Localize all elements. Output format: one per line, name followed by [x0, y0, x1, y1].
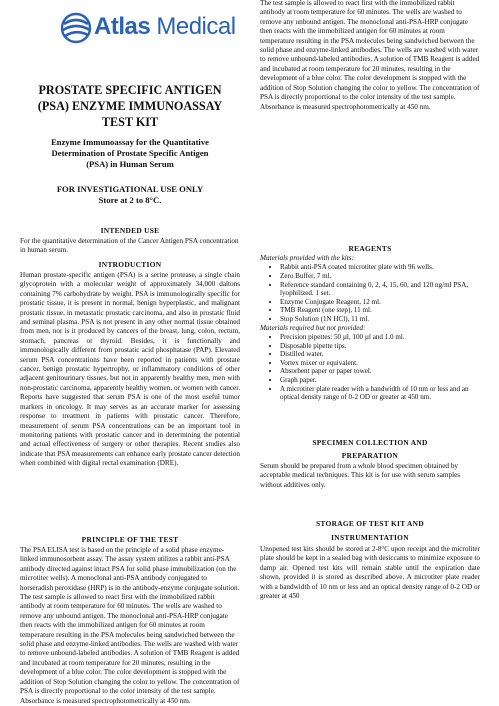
reagents-heading: REAGENTS — [348, 244, 392, 253]
list-item: • Stop Solution (1N HCl), 11 ml. — [280, 315, 480, 324]
storage-heading-line1: STORAGE OF TEST KIT AND — [316, 519, 424, 528]
intended-use-text: For the quantitative determination of the Cancer Antigen PSA concentration in human serum. — [20, 237, 239, 255]
storage-text: Unopened test kits should be stored at 2-8°C upon receipt and the microliter plate should be kept in a sealed bag with desiccants to minimize exposure to damp air. Opened test kits will remain stable until the expiration date shown, provided it is stored as described above. A microtiter plate reader with a bandwidth of 10 nm or less and an optical density range of 0-2 OD or greater at 450 — [260, 545, 480, 601]
intended-use-heading: INTENDED USE — [100, 226, 160, 235]
principle-text-part2-window — [260, 0, 480, 208]
list-item: • Precision pipettes: 50 µl, 100 µl and 1.0 ml. — [280, 333, 480, 342]
atlas-globe-icon — [60, 12, 94, 46]
list-item: • Distilled water. — [280, 350, 480, 359]
specimen-heading-line1: SPECIMEN COLLECTION AND — [312, 438, 428, 447]
principle-text-continued: The test sample is allowed to react first with the immobilized rabbit antibody at room temperature for 60 minutes. The wells are washed to remove any unbound antigen. The monoclonal anti-PSA-HRP conjugate then reacts with the immobilized antigen for 60 minutes at room temperature resulting in the PSA molecules being sandwiched between the solid phase and enzyme-linked antibodies. The wells are washed with water to remove unbound-labeled antibodies. A solution of TMB Reagent is added and incubated at room temperature for 20 minutes, resulting in the development of a blue color. The color development is stopped with the addition of Stop Solution changing the color to yellow. The concentration of PSA is directly proportional to the color intensity of the test sample. Absorbance is measured spectrophotometrically at 450 nm. — [260, 0, 480, 111]
list-item: • Absorbent paper or paper towel. — [280, 367, 480, 376]
list-item: • Vortex mixer or equivalent. — [280, 359, 480, 368]
list-item: • A microtiter plate reader with a bandwidth of 10 nm or less and an optical density range of 0-2 OD or greater at 450 nm. — [280, 385, 480, 402]
introduction-text: Human prostate-specific antigen (PSA) is a serine protease, a single chain glycoprotein with a molecular weight of approximately 34,000 daltons containing 7% carbohydrate by weight. PSA is immunologically specific for prostatic tissue, it is present in normal, benign hyperplastic, and malignant prostatic tissue, in metastatic prostatic carcinoma, and also in prostatic fluid and seminal plasma. PSA is not present in any other normal tissue obtained from men, nor is it produced by cancers of the breast, lung, colon, rectum, stomach, pancreas or thyroid. Besides, it is functionally and immunologically different from prostatic acid phosphatase (PAP). Elevated serum PSA concentrations have been reported in patients with prostate cancer, benign prostatic hypertrophy, or inflammatory conditions of other adjacent genitourinary tissues, but not in apparently healthy men, men with non-prostatic carcinoma, apparently healthy women, or women with cancer. Reports have suggested that serum PSA is one of the most useful tumor markers in oncology. It may serves as an accurate marker for assessing response to treatment in patients with prostatic cancer. Therefore, measurement of serum PSA concentrations can be an important tool in monitoring patients with prostatic cancer and in determining the potential and actual effectiveness of surgery or other therapies. Recent studies also indicate that PSA measurements can enhance early prostate cancer detection when combined with digital rectal examination (DRE). — [20, 271, 240, 468]
introduction-heading: INTRODUCTION — [98, 260, 162, 269]
document-title: PROSTATE SPECIFIC ANTIGEN (PSA) ENZYME IMMUNOASSAY TEST KIT — [37, 83, 223, 129]
required-label: Materials required but not provided: — [260, 323, 366, 332]
provided-list — [260, 263, 480, 323]
document-subtitle: Enzyme Immunoassay for the Quantitative Determination of Prostate Specific Antigen (PSA) in Human Serum — [51, 137, 209, 169]
list-item: • Disposable pipette tips. — [280, 342, 480, 351]
investigational-notice: FOR INVESTIGATIONAL USE ONLY Store at 2 to 8°C. — [56, 184, 204, 205]
list-item: • Rabbit anti-PSA coated microtiter plate with 96 wells. — [280, 263, 480, 272]
specimen-text: Serum should be prepared from a whole blood specimen obtained by acceptable medical techniques. This kit is for use with serum samples without additives only. — [260, 462, 461, 489]
atlas-medical-logo — [60, 12, 236, 46]
list-item: • Enzyme Conjugate Reagent, 12 ml. — [280, 298, 480, 307]
list-item: • Zero Buffer, 7 ml. — [280, 272, 480, 281]
specimen-heading-line2: PREPARATION — [341, 451, 399, 460]
list-item: • Reference standard containing 0, 2, 4, 15, 60, and 120 ng/ml PSA, lyophilized. 1 set. — [280, 281, 480, 298]
reagents-section — [260, 254, 480, 402]
logo-wordmark: Atlas Medical — [94, 13, 236, 40]
principle-text-part1: The PSA ELISA test is based on the principle of a solid phase enzyme-linked immunosorbent assay. The assay system utilizes a rabbit anti-PSA antibody directed against intact PSA for solid phase immobilization (on the microtiter wells). A monoclonal anti-PSA antibody conjugated to horseradish peroxidase (HRP) is in the antibody-enzyme conjugate solution. The test sample is allowed to react first with the immobilized rabbit antibody at room temperature for 60 minutes. The wells are washed to remove any unbound antigen. The monoclonal anti-PSA-HRP conjugate then reacts with the immobilized antigen for 60 minutes at room temperature resulting in the PSA molecules being sandwiched between the solid phase and enzyme-linked antibodies. The wells are washed with water to remove unbound-labeled antibodies. A solution of TMB Reagent is added and incubated at room temperature for 20 minutes, resulting in the development of a blue color. The color development is stopped with the addition of Stop Solution changing the color to yellow. The concentration of PSA is directly proportional to the color intensity of the test sample. Absorbance is measured spectrophotometrically at 450 nm. — [20, 546, 240, 705]
storage-heading-line2: INSTRUMENTATION — [331, 533, 409, 542]
required-list — [260, 333, 480, 402]
principle-heading: PRINCIPLE OF THE TEST — [81, 535, 179, 544]
list-item: • Graph paper. — [280, 376, 480, 385]
list-item: • TMB Reagent (one step), 11 ml. — [280, 306, 480, 315]
provided-label: Materials provided with the kits: — [260, 254, 354, 262]
